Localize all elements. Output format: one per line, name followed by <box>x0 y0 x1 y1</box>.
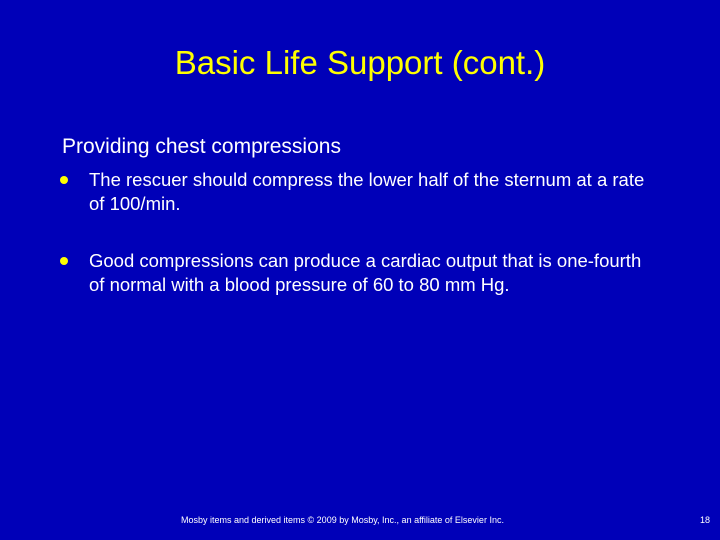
bullet-dot-icon <box>60 176 68 184</box>
slide-title: Basic Life Support (cont.) <box>174 44 546 81</box>
footer <box>0 515 720 529</box>
bullet-dot-icon <box>60 257 68 265</box>
section-heading: Providing chest compressions <box>62 135 341 158</box>
bullet-text: Good compressions can produce a cardiac output that is one-fourth of normal with a blood pressure of 60 to 80 mm Hg. <box>89 250 642 295</box>
bullet-text: The rescuer should compress the lower half of the sternum at a rate of 100/min. <box>89 169 645 214</box>
page-number: 18 <box>699 515 710 525</box>
copyright-text: Mosby items and derived items © 2009 by Mosby, Inc., an affiliate of Elsevier Inc. <box>181 515 504 525</box>
